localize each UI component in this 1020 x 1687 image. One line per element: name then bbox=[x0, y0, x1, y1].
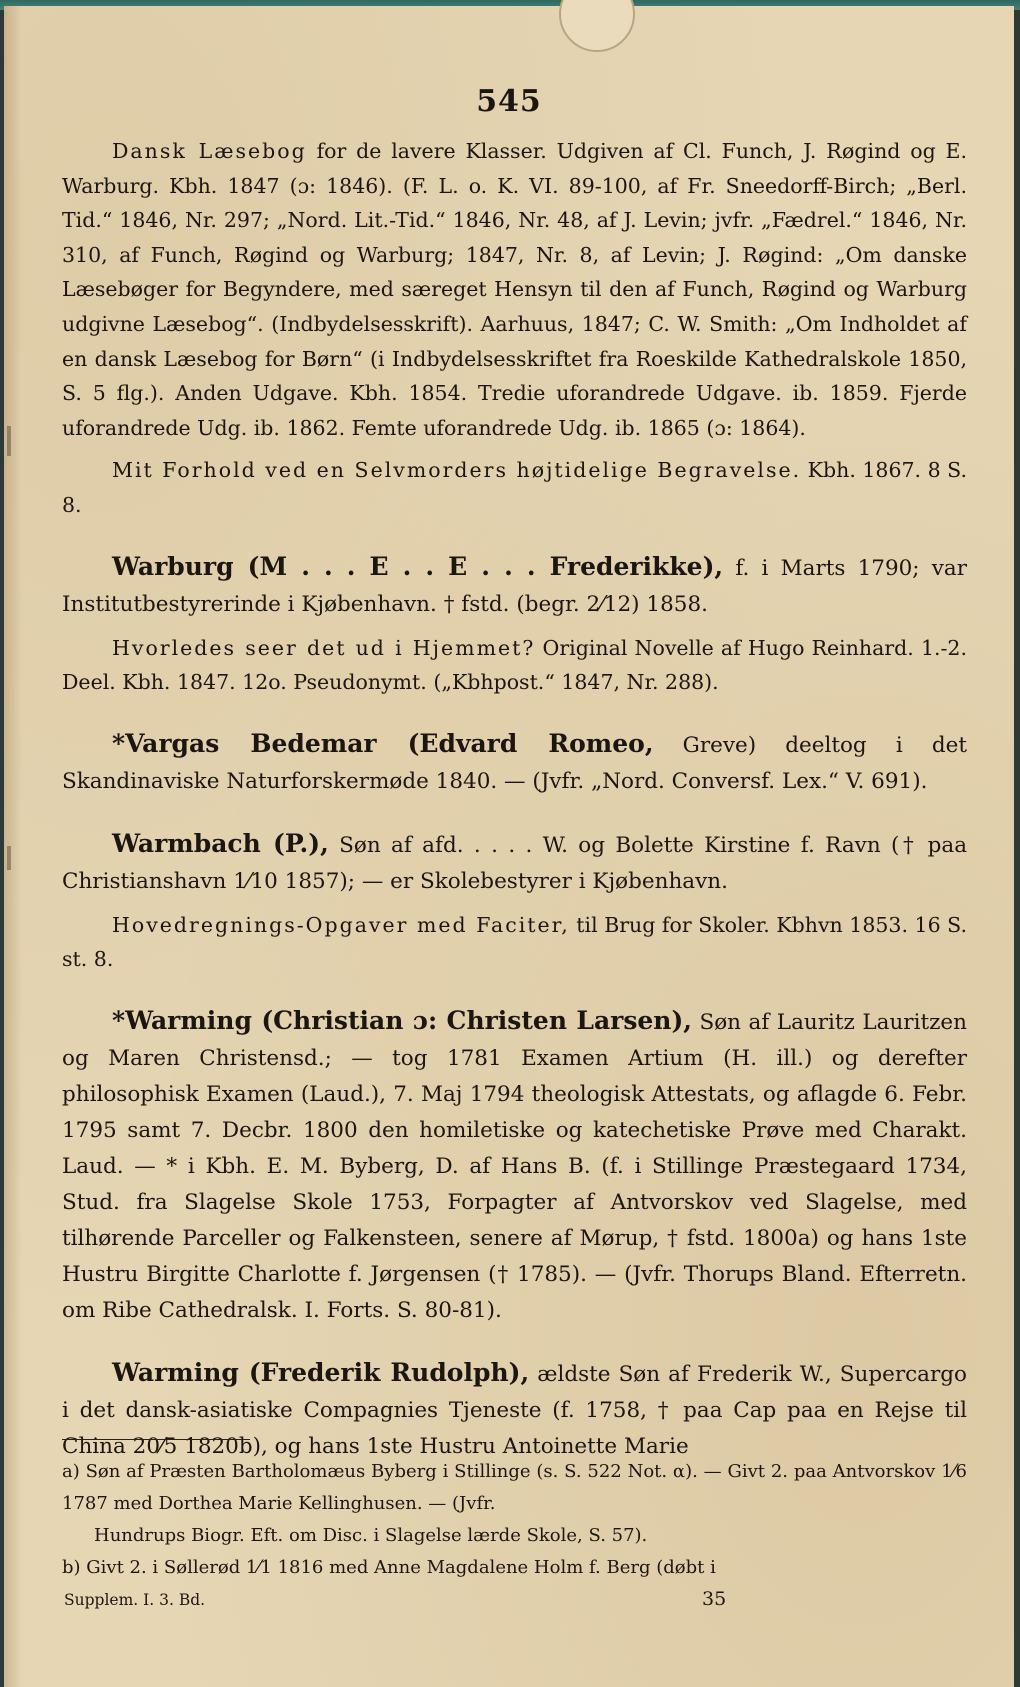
entry-heading: Warburg (M . . . E . . E . . . Frederikke), bbox=[112, 551, 724, 581]
footnote-rule bbox=[62, 1439, 250, 1440]
entry-warburg: Warburg (M . . . E . . E . . . Frederikke), f. i Marts 1790; var Institutbestyrerinde i Kjøbenhavn. † fstd. (begr. 2⁄12) 1858. bbox=[62, 551, 967, 617]
paragraph-warmbach-work: Hovedregnings-Opgaver med Faciter, til Brug for Skoler. Kbhvn 1853. 16 S. st. 8. bbox=[62, 912, 967, 972]
margin-mark bbox=[7, 846, 11, 870]
footnotes bbox=[62, 1456, 967, 1584]
book-page bbox=[4, 6, 1014, 1687]
page-body bbox=[62, 134, 967, 1465]
paragraph-warburg-work: Hvorledes seer det ud i Hjemmet? Original Novelle af Hugo Reinhard. 1.-2. Deel. Kbh. 1847. 12o. Pseudonymt. („Kbhpost.“ 1847, Nr. 288). bbox=[62, 635, 967, 695]
entry-warming-frederik: Warming (Frederik Rudolph), ældste Søn af Frederik W., Supercargo i det dansk-asiatiske Compagnies Tjeneste (f. 1758, † paa Cap paa en Rejse til China 20⁄5 1820b), og hans 1ste Hustru Antoinette Marie bbox=[62, 1357, 967, 1459]
entry-heading: Warming (Frederik Rudolph), bbox=[112, 1357, 530, 1387]
entry-vargas-bedemar: *Vargas Bedemar (Edvard Romeo, Greve) deeltog i det Skandinaviske Naturforskermøde 1840. — (Jvfr. „Nord. Conversf. Lex.“ V. 691). bbox=[62, 728, 967, 794]
entry-warming-christian: *Warming (Christian ɔ: Christen Larsen), Søn af Lauritz Lauritzen og Maren Christensd.; — tog 1781 Examen Artium (H. ill.) og derefter philosophisk Examen (Laud.), 7. Maj 1794 theologisk Attestats, og aflagde 6. Febr. 1795 samt 7. Decbr. 1800 den homiletiske og katechetiske Prøve med Charakt. Laud. — * i Kbh. E. M. Byberg, D. af Hans B. (f. i Stillinge Præstegaard 1734, Stud. fra Slagelse Skole 1753, Forpagter af Antvorskov ved Slagelse, med tilhørende Parceller og Falkensteen, senere af Mørup, † fstd. 1800a) og hans 1ste Hustru Birgitte Charlotte f. Jørgensen († 1785). — (Jvfr. Thorups Bland. Efterretn. om Ribe Cathedralsk. I. Forts. S. 80-81). bbox=[62, 1005, 967, 1323]
paragraph-danish-reader: Dansk Læsebog for de lavere Klasser. Udgiven af Cl. Funch, J. Røgind og E. Warburg. Kbh. 1847 (ɔ: 1846). (F. L. o. K. VI. 89-100, af Fr. Sneedorff-Birch; „Berl. Tid.“ 1846, Nr. 297; „Nord. Lit.-Tid.“ 1846, Nr. 48, af J. Levin; jvfr. „Fædrel.“ 1846, Nr. 310, af Funch, Røgind og Warburg; 1847, Nr. 8, af Levin; J. Røgind: „Om danske Læsebøger for Begyndere, med særeget Hensyn til den af Funch, Røgind og Warburg udgivne Læsebog“. (Indbydelsesskrift). Aarhuus, 1847; C. W. Smith: „Om Indholdet af en dansk Læsebog for Børn“ (i Indbydelsesskriftet fra Roeskilde Kathedralskole 1850, S. 5 flg.). Anden Udgave. Kbh. 1854. Tredie uforandrede Udgave. ib. 1859. Fjerde uforandrede Udg. ib. 1862. Femte uforandrede Udg. ib. 1865 (ɔ: 1864). bbox=[62, 139, 967, 440]
footnote-a-continuation: Hundrups Biogr. Eft. om Disc. i Slagelse lærde Skole, S. 57). bbox=[94, 1525, 648, 1546]
page-number: 545 bbox=[476, 84, 542, 119]
footnote-b: b) Givt 2. i Søllerød 1⁄1 1816 med Anne Magdalene Holm f. Berg (døbt i bbox=[62, 1557, 716, 1578]
signature-mark: Supplem. I. 3. Bd. bbox=[64, 1591, 206, 1609]
paragraph-funeral: Mit Forhold ved en Selvmorders højtidelige Begravelse. Kbh. 1867. 8 S. 8. bbox=[62, 458, 967, 517]
footnote-a: a) Søn af Præsten Bartholomæus Byberg i Stillinge (s. S. 522 Not. α). — Givt 2. paa Antvorskov 1⁄6 1787 med Dorthea Marie Kellinghusen. — (Jvfr. bbox=[62, 1461, 967, 1514]
gathering-number: 35 bbox=[702, 1588, 727, 1610]
entry-warmbach: Warmbach (P.), Søn af afd. . . . . W. og Bolette Kirstine f. Ravn († paa Christianshavn 1⁄10 1857); — er Skolebestyrer i Kjøbenhavn. bbox=[62, 828, 968, 894]
page-footer bbox=[62, 1588, 967, 1621]
margin-mark bbox=[7, 426, 11, 456]
page-notch bbox=[559, 0, 635, 52]
entry-heading: *Warming (Christian ɔ: Christen Larsen), bbox=[112, 1005, 693, 1035]
entry-heading: *Vargas Bedemar (Edvard Romeo, bbox=[112, 728, 654, 758]
entry-heading: Warmbach (P.), bbox=[112, 828, 329, 858]
